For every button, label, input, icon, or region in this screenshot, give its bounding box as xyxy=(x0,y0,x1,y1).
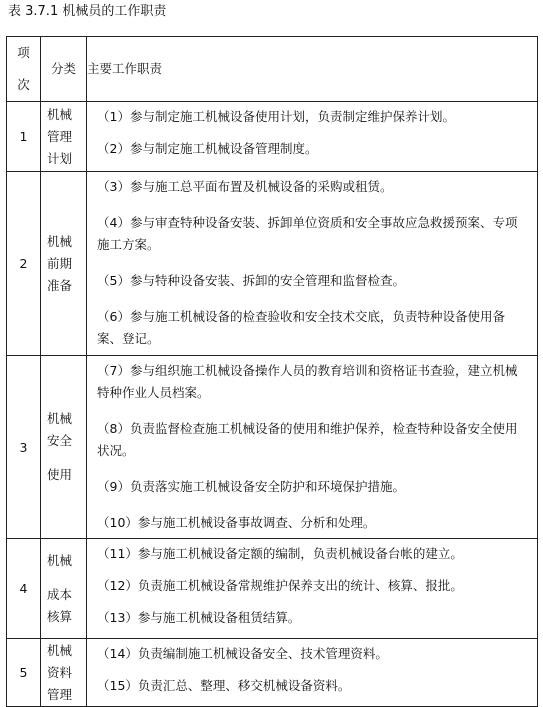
category-line: 管理 xyxy=(47,128,73,144)
header-duties: 主要工作职责 xyxy=(87,37,538,102)
duty-item: （10）参与施工机械设备事故调查、分析和处理。 xyxy=(97,515,376,530)
duty-item: （14）负责编制施工机械设备安全、技术管理资料。 xyxy=(97,646,388,661)
category-line: 准备 xyxy=(47,277,73,293)
duties-table xyxy=(6,36,538,707)
table-row xyxy=(7,539,538,639)
category-line: 机械 xyxy=(47,233,73,249)
row-number: 2 xyxy=(7,172,41,356)
duty-item: （3）参与施工总平面布置及机械设备的采购或租赁。 xyxy=(97,179,393,194)
table-row xyxy=(7,356,538,539)
duty-item: （6）参与施工机械设备的检查验收和安全技术交底，负责特种设备使用备案、登记。 xyxy=(97,309,505,346)
duty-item: （12）负责施工机械设备常规维护保养支出的统计、核算、报批。 xyxy=(97,578,463,593)
row-number: 3 xyxy=(7,356,41,539)
row-number: 1 xyxy=(7,102,41,172)
category-line: 管理 xyxy=(47,686,73,702)
header-category: 分类 xyxy=(41,37,87,102)
duty-item: （11）参与施工机械设备定额的编制，负责机械设备台帐的建立。 xyxy=(97,546,463,561)
category-line: 使用 xyxy=(47,467,73,482)
header-no-char-2: 次 xyxy=(17,77,30,92)
table-row xyxy=(7,102,538,172)
category-line: 安全 xyxy=(47,433,73,448)
category-line: 计划 xyxy=(47,150,73,166)
category-line: 机械 xyxy=(47,106,73,122)
row-duties xyxy=(87,356,538,539)
category-line: 机械 xyxy=(47,552,73,568)
category-line: 前期 xyxy=(47,255,73,271)
duty-item: （5）参与特种设备安装、拆卸的安全管理和监督检查。 xyxy=(97,273,405,288)
row-category xyxy=(41,539,87,639)
row-duties xyxy=(87,102,538,172)
duty-item: （8）负责监督检查施工机械设备的使用和维护保养，检查特种设备安全使用状况。 xyxy=(97,421,518,458)
table-row xyxy=(7,172,538,356)
duty-item: （7）参与组织施工机械设备操作人员的教育培训和资格证书查验，建立机械特种作业人员档案。 xyxy=(97,363,518,400)
table-row xyxy=(7,639,538,707)
header-no-char-1: 项 xyxy=(17,45,30,60)
row-number: 4 xyxy=(7,539,41,639)
row-duties xyxy=(87,539,538,639)
category-line: 机械 xyxy=(47,411,73,426)
duty-item: （4）参与审查特种设备安装、拆卸单位资质和安全事故应急救援预案、专项施工方案。 xyxy=(97,215,518,252)
row-duties xyxy=(87,639,538,707)
row-category xyxy=(41,172,87,356)
table-header-row xyxy=(7,37,538,102)
row-category xyxy=(41,102,87,172)
category-spacer xyxy=(47,572,86,584)
duty-item: （1）参与制定施工机械设备使用计划，负责制定维护保养计划。 xyxy=(97,109,455,124)
table-caption: 表 3.7.1 机械员的工作职责 xyxy=(8,4,167,19)
row-number: 5 xyxy=(7,639,41,707)
header-item-number xyxy=(7,37,41,102)
duty-item: （13）参与施工机械设备租赁结算。 xyxy=(97,610,301,625)
duty-item: （15）负责汇总、整理、移交机械设备资料。 xyxy=(97,678,351,693)
category-line: 核算 xyxy=(47,608,73,624)
category-line: 成本 xyxy=(47,586,73,602)
category-spacer xyxy=(47,452,86,464)
row-duties xyxy=(87,172,538,356)
category-line: 机械 xyxy=(47,642,73,658)
row-category xyxy=(41,356,87,539)
duty-item: （9）负责落实施工机械设备安全防护和环境保护措施。 xyxy=(97,479,405,494)
category-line: 资料 xyxy=(47,664,73,680)
row-category xyxy=(41,639,87,707)
duty-item: （2）参与制定施工机械设备管理制度。 xyxy=(97,141,318,156)
